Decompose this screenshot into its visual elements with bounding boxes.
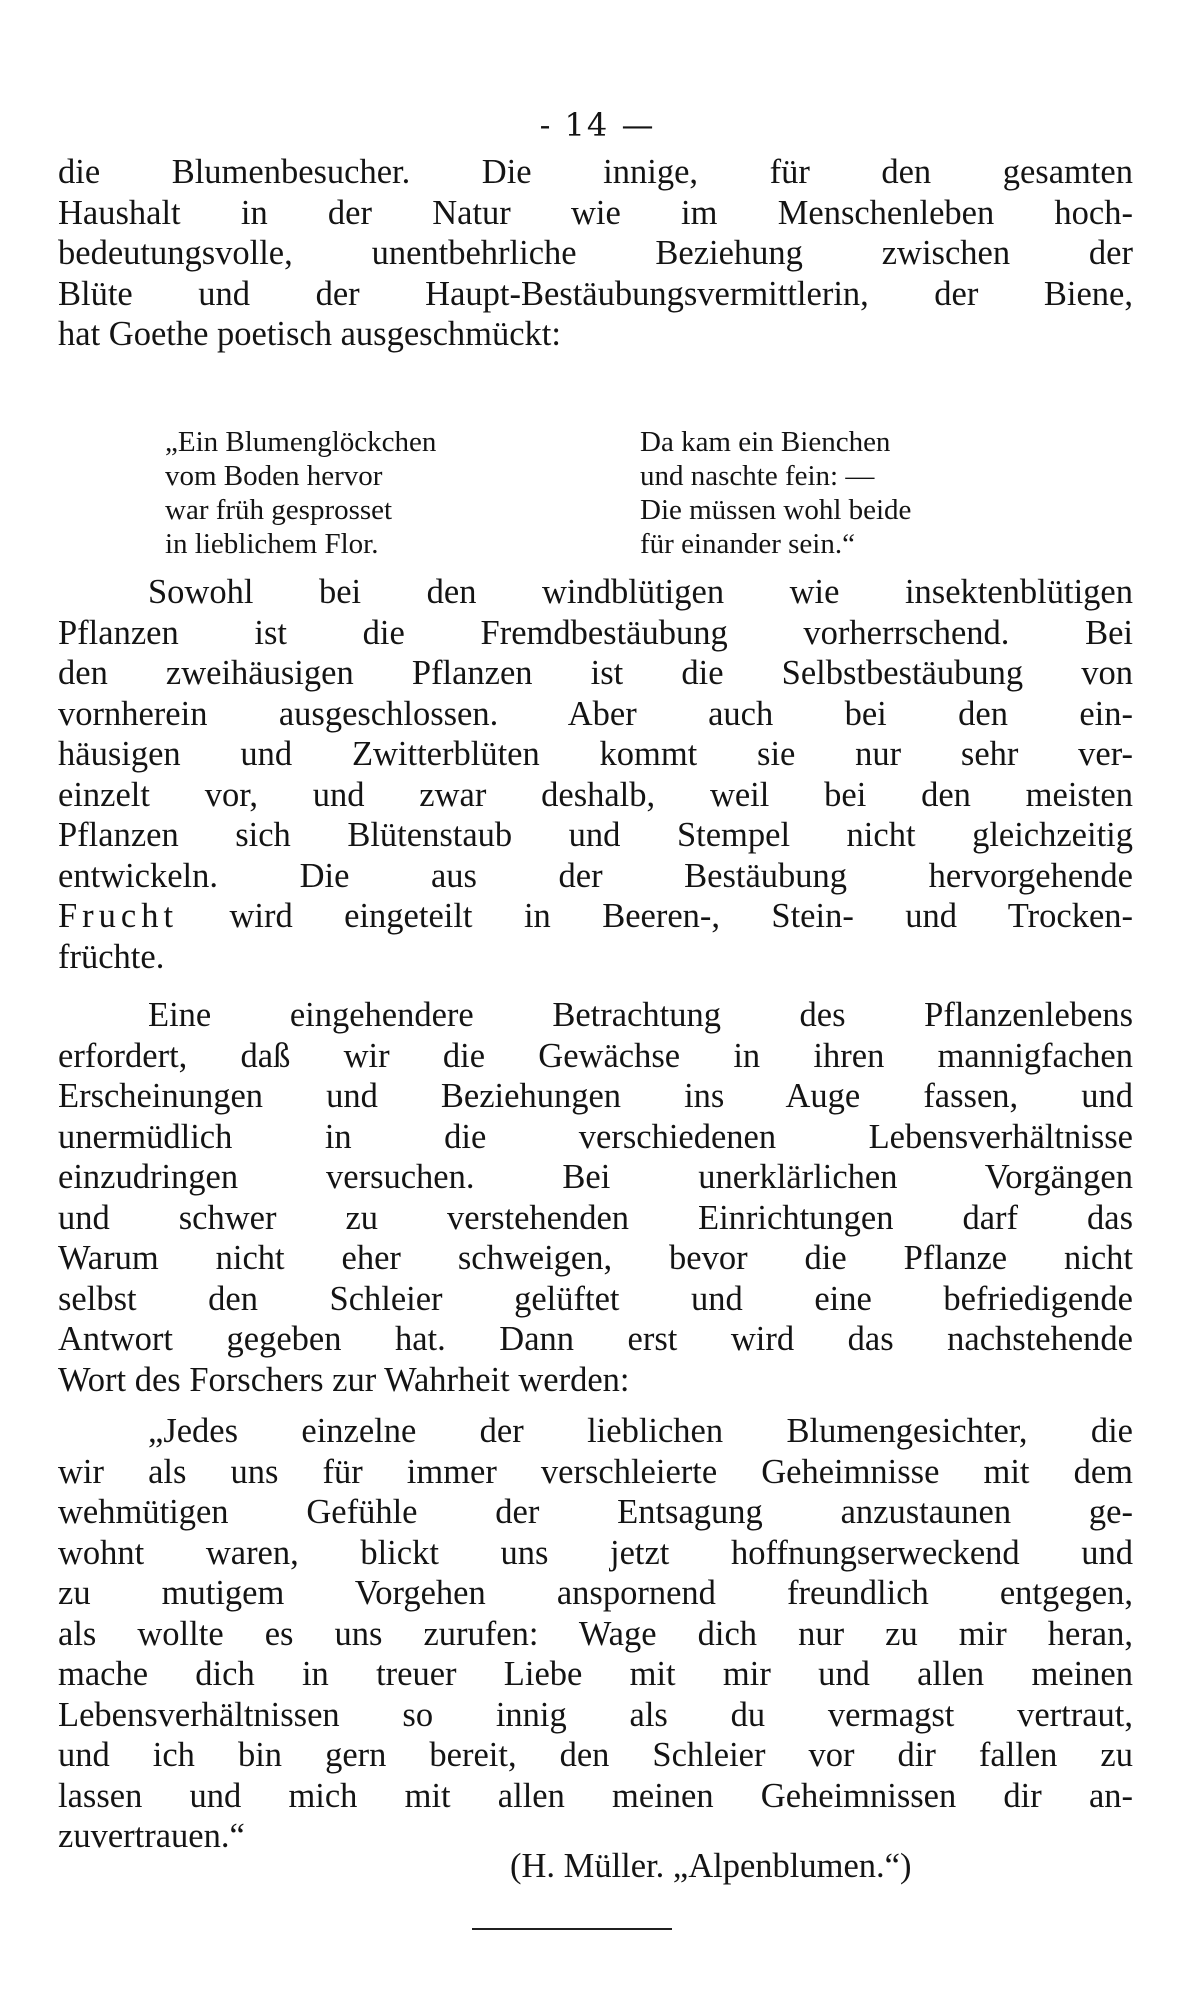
poem-line: war früh gesprosset: [165, 494, 393, 526]
text-line: einzudringen versuchen. Bei unerklärlichen Vorgängen: [58, 1158, 1133, 1196]
quote-paragraph: [58, 1411, 1133, 1857]
text-line: häusigen und Zwitterblüten kommt sie nur sehr ver-: [58, 735, 1133, 773]
text-line: mache dich in treuer Liebe mit mir und allen meinen: [58, 1655, 1133, 1693]
text-line: wehmütigen Gefühle der Entsagung anzustaunen ge-: [58, 1493, 1133, 1531]
text-line: zuvertrauen.“: [58, 1817, 245, 1855]
text-line: und ich bin gern bereit, den Schleier vor dir fallen zu: [58, 1736, 1133, 1774]
poem-line: vom Boden hervor: [165, 460, 383, 492]
text-line: bedeutungsvolle, unentbehrliche Beziehung zwischen der: [58, 234, 1133, 272]
text-line: Erscheinungen und Beziehungen ins Auge fassen, und: [58, 1077, 1133, 1115]
text-line: Wort des Forschers zur Wahrheit werden:: [58, 1360, 630, 1399]
text-line: Warum nicht eher schweigen, bevor die Pflanze nicht: [58, 1239, 1133, 1277]
text-line: Pflanzen ist die Fremdbestäubung vorherrschend. Bei: [58, 613, 1133, 652]
page-number: - 14 —: [539, 106, 656, 144]
text-line: früchte.: [58, 937, 165, 976]
text-line: Haushalt in der Natur wie im Menschenleben hoch-: [58, 193, 1133, 232]
text-line: einzelt vor, und zwar deshalb, weil bei den meisten: [58, 775, 1133, 814]
text-line: [58, 896, 1133, 937]
text-line: Eine eingehendere Betrachtung des Pflanzenlebens: [148, 996, 1133, 1034]
text-line: wir als uns für immer verschleierte Geheimnisse mit dem: [58, 1452, 1133, 1491]
paragraph-1: [58, 152, 1133, 355]
text-line: den zweihäusigen Pflanzen ist die Selbstbestäubung von: [58, 654, 1133, 692]
text-line: lassen und mich mit allen meinen Geheimnissen dir an-: [58, 1776, 1133, 1815]
poem-stanza-left: [165, 425, 436, 561]
text-line: und schwer zu verstehenden Einrichtungen darf das: [58, 1198, 1133, 1237]
text-line: unermüdlich in die verschiedenen Lebensverhältnisse: [58, 1117, 1133, 1156]
text-line: zu mutigem Vorgehen anspornend freundlich entgegen,: [58, 1574, 1133, 1612]
text-line: selbst den Schleier gelüftet und eine befriedigende: [58, 1279, 1133, 1318]
emphasized-word: Frucht: [58, 897, 179, 935]
text-line: Antwort gegeben hat. Dann erst wird das nachstehende: [58, 1320, 1133, 1358]
text-line: vornherein ausgeschlossen. Aber auch bei den ein-: [58, 694, 1133, 733]
text-line: die Blumenbesucher. Die innige, für den gesamten: [58, 153, 1133, 191]
poem-line: Die müssen wohl beide: [640, 494, 912, 526]
poem-line: Da kam ein Bienchen: [640, 426, 891, 458]
poem-line: in lieblichem Flor.: [165, 528, 379, 560]
end-rule: [472, 1928, 672, 1930]
text-line: entwickeln. Die aus der Bestäubung hervorgehende: [58, 856, 1133, 895]
text-line: erfordert, daß wir die Gewächse in ihren mannigfachen: [58, 1036, 1133, 1075]
poem-stanza-right: [640, 425, 911, 561]
poem-line: für einander sein.“: [640, 528, 855, 560]
paragraph-3: [58, 995, 1133, 1400]
text-line: Blüte und der Haupt-Bestäubungsvermittlerin, der Biene,: [58, 274, 1133, 313]
poem-line: „Ein Blumenglöckchen: [165, 426, 437, 458]
poem-line: und naschte fein: —: [640, 460, 875, 492]
text-line: hat Goethe poetisch ausgeschmückt:: [58, 315, 561, 353]
text-line: Pflanzen sich Blütenstaub und Stempel nicht gleichzeitig: [58, 816, 1133, 854]
text-line: als wollte es uns zurufen: Wage dich nur zu mir heran,: [58, 1614, 1133, 1653]
text-fragment: wird eingeteilt in Beeren-, Stein- und Trocken-: [229, 897, 1133, 935]
text-line: „Jedes einzelne der lieblichen Blumengesichter, die: [148, 1412, 1133, 1450]
text-line: Lebensverhältnissen so innig als du vermagst vertraut,: [58, 1695, 1133, 1734]
text-line: wohnt waren, blickt uns jetzt hoffnungserweckend und: [58, 1533, 1133, 1572]
quote-attribution: (H. Müller. „Alpenblumen.“): [510, 1847, 912, 1885]
text-line: Sowohl bei den windblütigen wie insektenblütigen: [148, 573, 1133, 611]
paragraph-2: [58, 572, 1133, 977]
